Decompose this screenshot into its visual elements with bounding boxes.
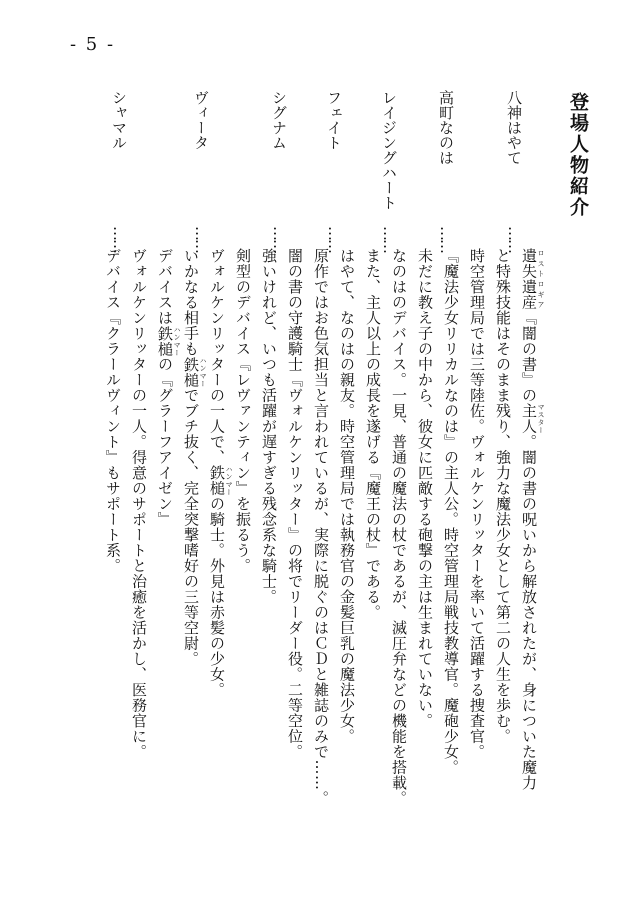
character-description-line: 時空管理局では三等陸佐。ヴォルケンリッターを率いて活躍する捜査官。 [468,248,486,760]
character-name: シグナム [270,90,288,150]
character-name: ヴィータ [192,90,210,150]
character-description-line: いかなる相手も鉄槌 ハンマーでブチ抜く、完全突撃嗜好の三等空尉。 [182,248,207,667]
leader-dots: …… [437,226,455,252]
character-description-line: はやて、なのはの親友。時空管理局では執務官の金髪巨乳の魔法少女。 [338,248,356,744]
page-number: - 5 - [70,34,116,55]
character-description-line: 強いけれど、いつも活躍が遅すぎる残念系な騎士。 [260,248,278,605]
leader-dots: …… [325,226,343,252]
leader-dots: …… [110,226,128,252]
ruby-annotation: ロストロギア [537,248,545,310]
ruby-annotation: ハンマー [199,356,207,388]
leader-dots: …… [192,226,210,252]
character-description-line: ヴォルケンリッターの一人で、鉄槌 ハンマーの騎士。外見は赤髪の少女。 [208,248,233,698]
character-description-line: デバイスは鉄槌 ハンマーの『グラーフアイゼン』 [156,248,181,527]
ruby-annotation: ハンマー [225,465,233,496]
section-title: 登場人物紹介 [567,92,589,218]
character-description-line: 原作ではお色気担当と言われているが、実際に脱ぐのはＣＤと雑誌のみで……。 [312,248,330,806]
character-description-line: また、主人以上の成長を遂げる『魔王の杖』である。 [364,248,382,620]
character-name: レイジングハート [380,90,398,210]
character-description-line: と特殊技能はそのまま残り、強力な魔法少女として第二の人生を歩む。 [494,248,512,744]
leader-dots: …… [505,226,523,252]
character-description-line: 『魔法少女リリカルなのは』の主人公。時空管理局戦技教導官。魔砲少女。 [442,248,460,775]
leader-dots: …… [380,226,398,252]
ruby-annotation: ハンマー [173,325,181,357]
leader-dots: …… [270,226,288,252]
character-description-line: 未だに教え子の中から、彼女に匹敵する砲撃の主は生まれていない。 [416,248,434,729]
character-name: フェイト [325,90,343,150]
character-description-line: ヴォルケンリッターの一人。得意のサポートと治癒を活かし、医務官に。 [130,248,148,760]
character-name: 八神はやて [505,90,523,165]
character-name: 高町なのは [437,90,455,165]
character-description-line: なのはのデバイス。一見、普通の魔法の杖であるが、滅圧弁などの機能を搭載。 [390,248,408,806]
character-description-line: デバイス『クラールヴィント』もサポート系。 [104,248,122,574]
character-name: シャマル [110,90,128,150]
character-description-line: 闇の書の守護騎士『ヴォルケンリッター』の将でリーダー役。二等空位。 [286,248,304,760]
ruby-annotation: マスター [537,403,545,434]
character-description-line: 遺失遺産 ロストロギア『闇の書』の主人 マスター。闇の書の呪いから解放されたが、身についた魔力 [520,248,545,791]
character-description-line: 剣型のデバイス『レヴァンティン』を振るう。 [234,248,252,574]
